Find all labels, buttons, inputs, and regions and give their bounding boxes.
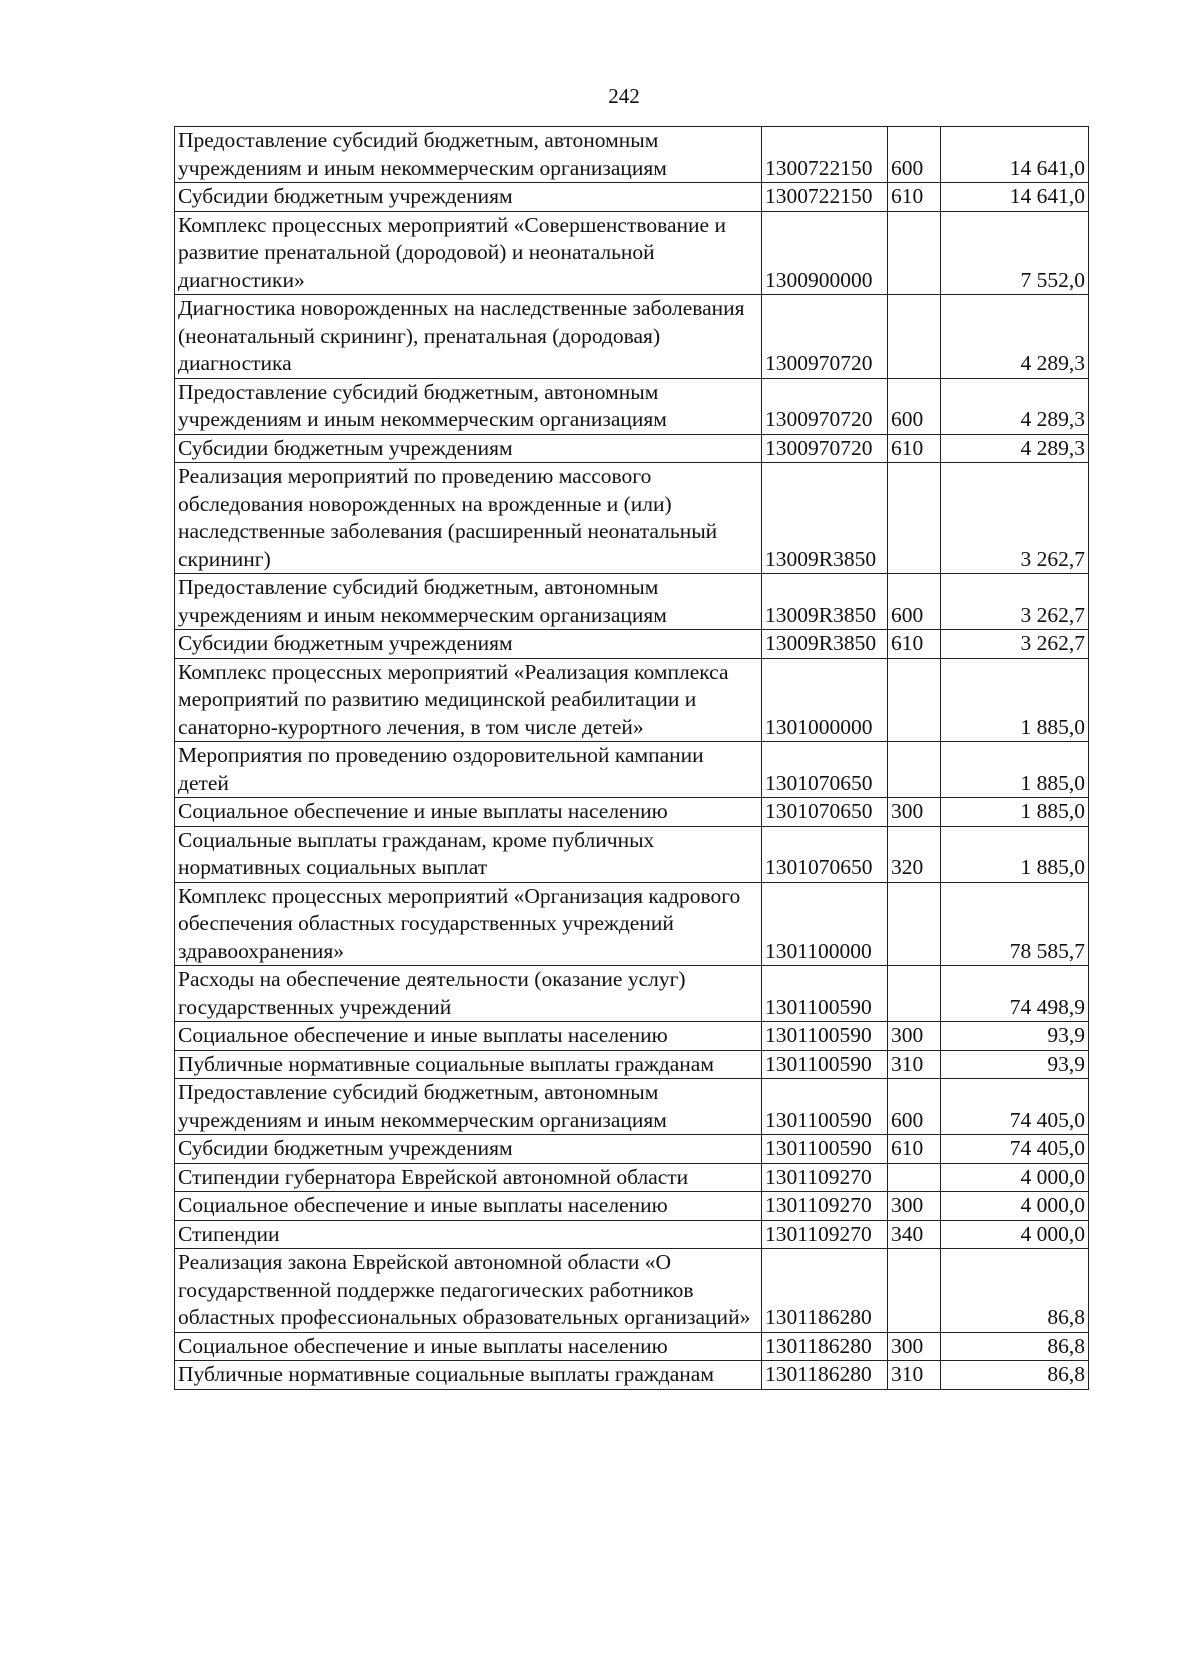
row-vr-cell: 320 bbox=[888, 826, 941, 882]
row-vr-cell: 610 bbox=[888, 183, 941, 212]
row-code-cell: 1301186280 bbox=[762, 1249, 888, 1333]
row-amount-cell: 4 289,3 bbox=[941, 378, 1089, 434]
row-amount-cell: 7 552,0 bbox=[941, 211, 1089, 295]
row-amount-cell: 3 262,7 bbox=[941, 463, 1089, 574]
table-row bbox=[175, 574, 1089, 630]
row-code-cell: 1301070650 bbox=[762, 826, 888, 882]
table-row bbox=[175, 1220, 1089, 1249]
row-name-cell: Субсидии бюджетным учреждениям bbox=[175, 1135, 762, 1164]
row-amount-cell: 1 885,0 bbox=[941, 826, 1089, 882]
row-amount-cell: 4 000,0 bbox=[941, 1192, 1089, 1221]
row-name-cell: Публичные нормативные социальные выплаты гражданам bbox=[175, 1361, 762, 1390]
row-vr-cell bbox=[888, 1249, 941, 1333]
row-name-cell: Предоставление субсидий бюджетным, автономным учреждениям и иным некоммерческим организациям bbox=[175, 127, 762, 183]
table-row bbox=[175, 463, 1089, 574]
row-code-cell: 1300970720 bbox=[762, 434, 888, 463]
row-vr-cell: 600 bbox=[888, 1079, 941, 1135]
budget-table bbox=[174, 126, 1089, 1390]
row-vr-cell bbox=[888, 463, 941, 574]
row-vr-cell bbox=[888, 211, 941, 295]
row-amount-cell: 93,9 bbox=[941, 1022, 1089, 1051]
row-vr-cell: 610 bbox=[888, 1135, 941, 1164]
row-code-cell: 1301186280 bbox=[762, 1332, 888, 1361]
table-row bbox=[175, 1249, 1089, 1333]
table-row bbox=[175, 127, 1089, 183]
row-code-cell: 13009R3850 bbox=[762, 630, 888, 659]
table-row bbox=[175, 434, 1089, 463]
row-vr-cell: 340 bbox=[888, 1220, 941, 1249]
row-vr-cell: 600 bbox=[888, 127, 941, 183]
row-amount-cell: 74 405,0 bbox=[941, 1079, 1089, 1135]
row-vr-cell: 300 bbox=[888, 1022, 941, 1051]
table-row bbox=[175, 1135, 1089, 1164]
table-row bbox=[175, 630, 1089, 659]
row-code-cell: 1301109270 bbox=[762, 1220, 888, 1249]
row-code-cell: 1301109270 bbox=[762, 1192, 888, 1221]
row-amount-cell: 86,8 bbox=[941, 1332, 1089, 1361]
row-amount-cell: 78 585,7 bbox=[941, 882, 1089, 966]
row-vr-cell bbox=[888, 742, 941, 798]
row-code-cell: 1301100590 bbox=[762, 1135, 888, 1164]
table-row bbox=[175, 798, 1089, 827]
row-name-cell: Предоставление субсидий бюджетным, автономным учреждениям и иным некоммерческим организациям bbox=[175, 378, 762, 434]
row-code-cell: 1300722150 bbox=[762, 127, 888, 183]
row-name-cell: Субсидии бюджетным учреждениям bbox=[175, 183, 762, 212]
row-name-cell: Стипендии губернатора Еврейской автономной области bbox=[175, 1163, 762, 1192]
row-amount-cell: 1 885,0 bbox=[941, 798, 1089, 827]
table-row bbox=[175, 1361, 1089, 1390]
row-amount-cell: 3 262,7 bbox=[941, 630, 1089, 659]
row-name-cell: Комплекс процессных мероприятий «Организация кадрового обеспечения областных государственных учреждений здравоохранения» bbox=[175, 882, 762, 966]
table-row bbox=[175, 378, 1089, 434]
row-amount-cell: 4 289,3 bbox=[941, 295, 1089, 379]
row-amount-cell: 1 885,0 bbox=[941, 742, 1089, 798]
row-amount-cell: 14 641,0 bbox=[941, 127, 1089, 183]
row-amount-cell: 74 498,9 bbox=[941, 966, 1089, 1022]
row-name-cell: Реализация мероприятий по проведению массового обследования новорожденных на врожденные и (или) наследственные заболевания (расширенный неонатальный скрининг) bbox=[175, 463, 762, 574]
row-name-cell: Социальные выплаты гражданам, кроме публичных нормативных социальных выплат bbox=[175, 826, 762, 882]
table-row bbox=[175, 882, 1089, 966]
row-amount-cell: 14 641,0 bbox=[941, 183, 1089, 212]
table-row bbox=[175, 1022, 1089, 1051]
row-code-cell: 1301100590 bbox=[762, 966, 888, 1022]
row-vr-cell: 610 bbox=[888, 434, 941, 463]
row-code-cell: 1300970720 bbox=[762, 295, 888, 379]
row-amount-cell: 4 000,0 bbox=[941, 1163, 1089, 1192]
row-code-cell: 1301070650 bbox=[762, 742, 888, 798]
row-amount-cell: 4 000,0 bbox=[941, 1220, 1089, 1249]
table-row bbox=[175, 295, 1089, 379]
row-code-cell: 1301109270 bbox=[762, 1163, 888, 1192]
row-amount-cell: 86,8 bbox=[941, 1249, 1089, 1333]
row-code-cell: 1301186280 bbox=[762, 1361, 888, 1390]
row-code-cell: 1301100590 bbox=[762, 1079, 888, 1135]
table-row bbox=[175, 658, 1089, 742]
row-vr-cell: 600 bbox=[888, 378, 941, 434]
row-code-cell: 1301100590 bbox=[762, 1022, 888, 1051]
table-row bbox=[175, 211, 1089, 295]
row-vr-cell: 600 bbox=[888, 574, 941, 630]
row-amount-cell: 74 405,0 bbox=[941, 1135, 1089, 1164]
row-name-cell: Расходы на обеспечение деятельности (оказание услуг) государственных учреждений bbox=[175, 966, 762, 1022]
table-row bbox=[175, 826, 1089, 882]
row-name-cell: Социальное обеспечение и иные выплаты населению bbox=[175, 1192, 762, 1221]
row-vr-cell: 310 bbox=[888, 1050, 941, 1079]
row-vr-cell bbox=[888, 1163, 941, 1192]
row-amount-cell: 86,8 bbox=[941, 1361, 1089, 1390]
row-name-cell: Комплекс процессных мероприятий «Совершенствование и развитие пренатальной (дородовой) и неонатальной диагностики» bbox=[175, 211, 762, 295]
row-name-cell: Диагностика новорожденных на наследственные заболевания (неонатальный скрининг), пренатальная (дородовая) диагностика bbox=[175, 295, 762, 379]
row-vr-cell: 300 bbox=[888, 1192, 941, 1221]
table-row bbox=[175, 1079, 1089, 1135]
table-row bbox=[175, 1192, 1089, 1221]
row-vr-cell: 300 bbox=[888, 1332, 941, 1361]
row-name-cell: Предоставление субсидий бюджетным, автономным учреждениям и иным некоммерческим организациям bbox=[175, 574, 762, 630]
row-vr-cell: 610 bbox=[888, 630, 941, 659]
row-amount-cell: 4 289,3 bbox=[941, 434, 1089, 463]
row-code-cell: 1300722150 bbox=[762, 183, 888, 212]
row-code-cell: 1301070650 bbox=[762, 798, 888, 827]
row-name-cell: Комплекс процессных мероприятий «Реализация комплекса мероприятий по развитию медицинской реабилитации и санаторно-курортного лечения, в том числе детей» bbox=[175, 658, 762, 742]
row-vr-cell: 310 bbox=[888, 1361, 941, 1390]
table-row bbox=[175, 1050, 1089, 1079]
page-number: 242 bbox=[608, 84, 640, 108]
row-code-cell: 13009R3850 bbox=[762, 463, 888, 574]
row-code-cell: 13009R3850 bbox=[762, 574, 888, 630]
row-vr-cell bbox=[888, 295, 941, 379]
table-row bbox=[175, 1163, 1089, 1192]
table-row bbox=[175, 183, 1089, 212]
table-row bbox=[175, 1332, 1089, 1361]
row-name-cell: Социальное обеспечение и иные выплаты населению bbox=[175, 1332, 762, 1361]
row-name-cell: Реализация закона Еврейской автономной области «О государственной поддержке педагогических работников областных профессиональных образовательных организаций» bbox=[175, 1249, 762, 1333]
budget-table-body bbox=[175, 127, 1089, 1390]
row-name-cell: Мероприятия по проведению оздоровительной кампании детей bbox=[175, 742, 762, 798]
row-name-cell: Социальное обеспечение и иные выплаты населению bbox=[175, 798, 762, 827]
row-code-cell: 1301000000 bbox=[762, 658, 888, 742]
row-name-cell: Субсидии бюджетным учреждениям bbox=[175, 434, 762, 463]
row-code-cell: 1301100000 bbox=[762, 882, 888, 966]
row-amount-cell: 3 262,7 bbox=[941, 574, 1089, 630]
row-name-cell: Социальное обеспечение и иные выплаты населению bbox=[175, 1022, 762, 1051]
row-vr-cell bbox=[888, 966, 941, 1022]
row-amount-cell: 93,9 bbox=[941, 1050, 1089, 1079]
row-vr-cell: 300 bbox=[888, 798, 941, 827]
row-vr-cell bbox=[888, 658, 941, 742]
row-code-cell: 1300970720 bbox=[762, 378, 888, 434]
row-name-cell: Стипендии bbox=[175, 1220, 762, 1249]
row-name-cell: Публичные нормативные социальные выплаты гражданам bbox=[175, 1050, 762, 1079]
table-row bbox=[175, 742, 1089, 798]
table-row bbox=[175, 966, 1089, 1022]
row-amount-cell: 1 885,0 bbox=[941, 658, 1089, 742]
row-vr-cell bbox=[888, 882, 941, 966]
row-code-cell: 1301100590 bbox=[762, 1050, 888, 1079]
row-name-cell: Предоставление субсидий бюджетным, автономным учреждениям и иным некоммерческим организациям bbox=[175, 1079, 762, 1135]
row-code-cell: 1300900000 bbox=[762, 211, 888, 295]
row-name-cell: Субсидии бюджетным учреждениям bbox=[175, 630, 762, 659]
